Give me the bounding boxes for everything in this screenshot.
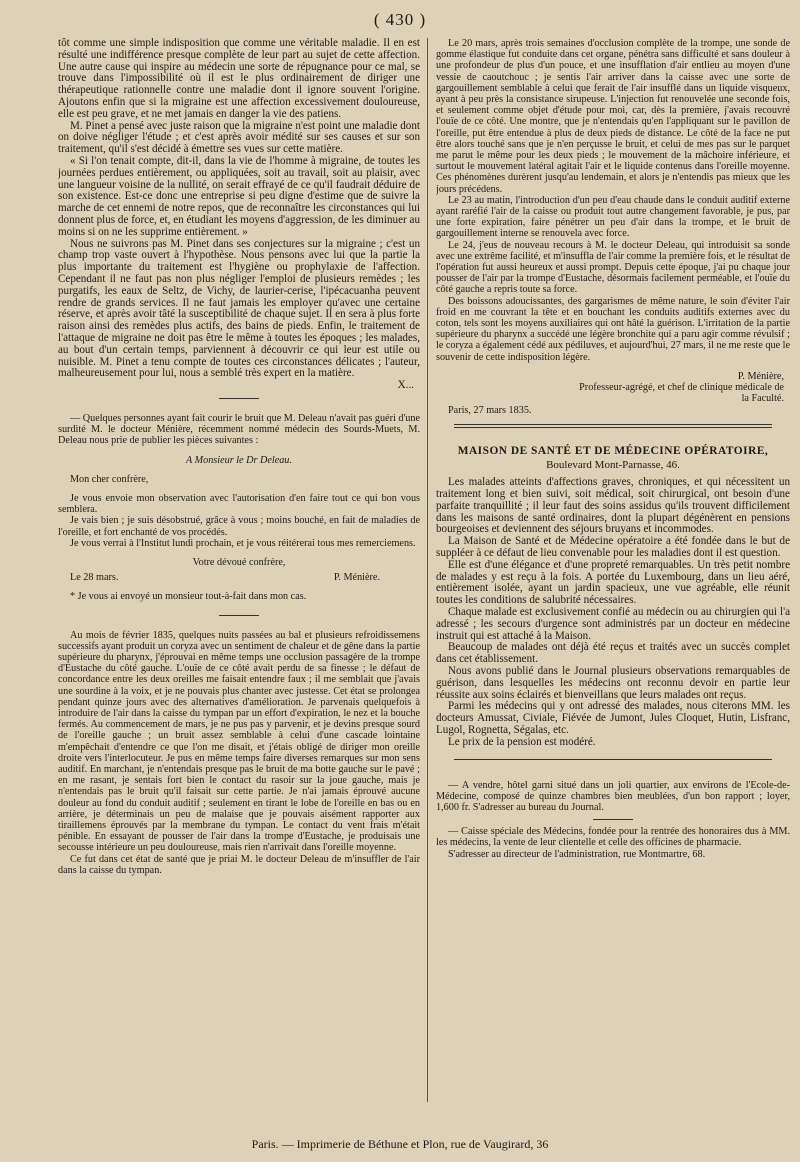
- advertisement: — Caisse spéciale des Médecins, fondée pour la rentrée des honoraires dus à MM. les médecins, la vente de leur clientelle et celle des officines de pharmacie.: [436, 826, 790, 849]
- separator: [454, 424, 773, 428]
- letter-signature: P. Ménière.: [333, 572, 380, 584]
- paragraph: La Maison de Santé et de Médecine opératoire a été fondée dans le but de suppléer à ce défaut de lieu convenable pour les maladies dont il est question.: [436, 535, 790, 560]
- paragraph: Le 23 au matin, l'introduction d'un peu d'eau chaude dans le conduit auditif externe ayant raréfié l'air de la caisse ou produit tout autre changement favorable, je pus, par une forte expiration, faire pénétrer un peu d'air dans la trompe, et le bruit de gargouillement interne se renouvela avec force.: [436, 194, 790, 240]
- paragraph: Je vous verrai à l'Institut lundi prochain, et je vous réitérerai tous mes remerciemens.: [70, 537, 416, 549]
- paragraph: M. Pinet a pensé avec juste raison que la migraine n'est point une maladie dont on doive négliger l'étude ; et c'est après avoir médité sur ses causes et sur son traitement, qu'il s'est décidé à émettre ses vues sur cette matière.: [58, 119, 420, 156]
- paragraph: tôt comme une simple indisposition que comme une véritable maladie. Il en est résulté une indifférence presque complète de leur part au sujet de cette affection. Une autre cause qui inspire au médecin une sorte de répugnance pour ce mal, se trouve dans l'impossibilité où il est le plus ordinairement de diriger une thérapeutique rationnelle contre une maladie dont il ignore souvent l'origine. Ajoutons enfin que si la migraine est une affection excessivement douloureuse, elle est peu grave, et ne met jamais en danger la vie des patiens.: [58, 38, 420, 120]
- letter-salutation: Mon cher confrère,: [70, 473, 149, 485]
- observation-date: Paris, 27 mars 1835.: [448, 404, 532, 416]
- signature: X...: [397, 379, 414, 392]
- paragraph: — Quelques personnes ayant fait courir le bruit que M. Deleau n'avait pas guéri d'une surdité M. le docteur Ménière, récemment nommé médecin des Sourds-Muets, M. Deleau nous prie de publier les pièces suivantes :: [58, 412, 420, 447]
- letter-date: Le 28 mars.: [70, 572, 119, 584]
- letter-closing: Votre dévoué confrère,: [192, 556, 286, 568]
- paragraph: Beaucoup de malades ont déjà été reçus et traités avec un succès complet dans cet établissement.: [436, 641, 790, 666]
- paragraph: Je vous envoie mon observation avec l'autorisation d'en faire tout ce qui bon vous semblera.: [58, 492, 420, 516]
- paragraph: Parmi les médecins qui y ont adressé des malades, nous citerons MM. les docteurs Amussat, Civiale, Fiévée de Jumont, Jules Cloquet, Hutin, Lisfranc, Lugol, Rognetta, Ségalas, etc.: [436, 700, 790, 737]
- paragraph: Nous ne suivrons pas M. Pinet dans ses conjectures sur la migraine ; c'est un champ trop vaste ouvert à l'hypothèse. Nous pensons avec lui que la partie la plus importante du traitement est l'hygiène ou prophylaxie de l'affection. Cependant il ne faut pas non plus négliger l'emploi de plusieurs remèdes ; les purgatifs, les eaux de Seltz, de Vichy, de laurier-cerise, l'ipécacuanha peuvent rendre de grands services. Il ne faut jamais les employer qu'avec une certaine réserve, et après avoir tâté la susceptibilité de chaque sujet. Il en sera à plus forte raison ainsi des remèdes plus actifs, des bains de pieds. Enfin, le traitement de l'attaque de migraine ne doit pas être le même à toutes les époques ; les malades, au bout d'un certain temps, parviennent à découvrir ce qui leur est utile ou nuisible. M. Pinet a tenu compte de toutes ces circonstances délicates ; l'auteur, malheureusement pour lui, nous a semblé très expert en la matière.: [58, 237, 420, 380]
- advertisement-contact: S'adresser au directeur de l'administration, rue Montmartre, 68.: [448, 848, 706, 860]
- letter-address: A Monsieur le Dr Deleau.: [186, 454, 292, 466]
- advertisements: [436, 780, 790, 860]
- separator: [593, 819, 633, 820]
- paragraph: Au mois de février 1835, quelques nuits passées au bal et plusieurs refroidissemens successifs ayant produit un coryza avec un sentiment de chaleur et de gêne dans la partie supérieure du pharynx, j'éprouvai en même temps une occlusion passagère de la trompe d'Eustache du côté gauche. L'ouïe de ce côté avait perdu de sa finesse ; le défaut de concordance entre les deux oreilles me faisait entendre faux ; il me semblait que j'avais une sourdine à la voix, et je ne pouvais plus chanter avec justesse. Cet état se prolongea pendant quinze jours avec des alternatives d'amélioration. Je parvenais quelquefois à introduire de l'air dans la caisse du tympan par un effort d'expiration, le nez et la bouche fermés. Au commencement de mars, je ne pus pas y parvenir, et je devins presque sourd de l'oreille gauche ; un bruit assez semblable à celui d'une cascade lointaine m'empêchait d'entendre ce que l'on me disait, et j'étais obligé de diriger mon oreille droite vers l'interlocuteur. Je pus en même temps faire diverses remarques sur mon sens auditif. En marchant, je n'entendais presque pas le bruit de ma botte gauche sur le pavé ; en me rasant, je sentais fort bien le contact du rasoir sur la joue gauche, mais je n'entendais pas le bruit qu'il faisait sur cette partie. Je n'ai jamais éprouvé aucune douleur au fond du conduit auditif ; seulement en tirant le lobe de l'oreille en bas ou en arrière, je déterminais un peu de malaise que je pouvais aisément rapporter aux tiraillemens éprouvés par la membrane du tympan. Le contact du vent frais m'était pénible. En essayant de pousser de l'air dans la trompe d'Eustache, je produisais une secousse intérieure un peu douloureuse, mais rien n'arrivait dans l'oreille moyenne.: [58, 629, 420, 854]
- paragraph: Le 24, j'eus de nouveau recours à M. le docteur Deleau, qui introduisit sa sonde avec une extrême facilité, et m'insuffla de l'air comme la première fois, et le résultat de l'opération fut aussi heureux et aussi prompt. Depuis cette époque, j'ai pu chaque jour pousser de l'air par la trompe d'Eustache, désormais facilement perméable, et l'ouïe du côté gauche a repris toute sa force.: [436, 239, 790, 296]
- paragraph: Des boissons adoucissantes, des gargarismes de même nature, le soin d'éviter l'air froid en me couvrant la tête et en bouchant les conduits auditifs externes avec du coton, tels sont les moyens auxiliaires qui ont hâté la guérison. L'irritation de la partie supérieure du pharynx a succédé une légère bronchite qui a paru agir comme révulsif ; le coryza a également cédé aux pédiluves, et aujourd'hui, 27 mars, il ne me reste que le souvenir de cette indisposition légère.: [436, 295, 790, 363]
- paragraph: « Si l'on tenait compte, dit-il, dans la vie de l'homme à migraine, de toutes les journées perdues entièrement, ou appliquées, soit au travail, soit au plaisir, avec une langueur voisine de la nullité, on serait effrayé de ce qu'il faudrait déduire de son existence. Est-ce donc une entreprise si peu digne d'estime que de suivre la marche de cet ennemi de notre repos, que de reconnaître les circonstances qui lui donnent plus de force, et, en étudiant les moyens d'aggression, de les diminuer au moins si on ne les supprime entièrement. »: [58, 154, 420, 238]
- deleau-letter: [58, 413, 420, 603]
- left-column: [58, 38, 420, 1126]
- paragraph: Je vais bien ; je suis désobstrué, grâce à vous ; moins bouché, en fait de maladies de l'oreille, et fort enchanté de vos procédés.: [58, 515, 420, 538]
- advertisement: — A vendre, hôtel garni situé dans un joli quartier, aux environs de l'Ecole-de-Médecine, composé de quinze chambres bien meublées, d'un bon rapport ; loyer, 1,600 fr. S'adresser au bureau du Journal.: [436, 779, 790, 814]
- paragraph: Ce fut dans cet état de santé que je priai M. le docteur Deleau de m'insuffler de l'air dans la caisse du tympan.: [58, 853, 420, 876]
- paragraph: Chaque malade est exclusivement confié au médecin ou au chirurgien qui l'a adressé ; les secours d'urgence sont administrés par un docteur en médecine instruit qui est attaché à la Maison.: [436, 606, 790, 642]
- separator: [219, 398, 259, 399]
- notice-title: MAISON DE SANTÉ ET DE MÉDECINE OPÉRATOIRE,: [457, 444, 769, 457]
- page-number: ( 430 ): [373, 10, 427, 29]
- column-divider: [427, 38, 428, 1102]
- paragraph: Nous avons publié dans le Journal plusieurs observations remarquables de guérison, dans lesquelles les médecins ont reconnu devoir en partie leur réussite aux soins éclairés et bienveillans que leurs malades ont reçus.: [436, 665, 790, 701]
- right-column: [436, 38, 790, 1126]
- notice-address: Boulevard Mont-Parnasse, 46.: [546, 458, 680, 471]
- separator: [219, 615, 259, 616]
- migraine-review: [58, 38, 420, 392]
- paragraph: Elle est d'une élégance et d'une propreté remarquables. Un très petit nombre de malades y est reçu à la fois. A portée du Luxembourg, dans un lieu aéré, entièrement isolée, ayant un jardin spacieux, une vue agréable, elle réunit toutes les conditions de salubrité nécessaires.: [436, 558, 790, 607]
- separator: [454, 759, 773, 760]
- maison-de-sante-notice: [436, 446, 790, 749]
- paragraph: Le 20 mars, après trois semaines d'occlusion complète de la trompe, une sonde de gomme élastique fut conduite dans cet organe, pénétra sans difficulté et sans douleur à une profondeur de plus d'un pouce, et une insufflation d'air entlieu au moyen d'une vessie de caoutchouc ; je sentis l'air arriver dans la caisse avec une sorte de gargouillement semblable à celui que ferait de l'air insufflé dans un liquide visqueux, ayant à peu près la consistance sirupeuse. L'injection fut renouvelée une seconde fois, et seulement comme objet d'étude pour moi, car, dès la première, j'avais recouvré l'ouïe de ce côté. Une montre, que je n'entendais qu'en l'appliquant sur le pavillon de l'oreille, put être entendue à plus de deux pieds de distance. Le côté de la face ne put être alors touché sans que je n'en perçusse le bruit, et celui de mes pas sur le parquet me parut le même pour les deux pieds ; le mouvement de la mâchoire inférieure, et surtout le mouvement latéral agitait l'air et le liquide contenus dans l'oreille moyenne. Ces phénomènes durèrent jusqu'au lendemain, et alors je n'entendis pas mieux que les jours précédens.: [436, 38, 790, 195]
- signature-title: Professeur-agrégé, et chef de clinique médicale de la Faculté.: [579, 382, 784, 405]
- paragraph: Les malades atteints d'affections graves, chroniques, et qui nécessitent un traitement long et bien suivi, soit médical, soit chirurgical, ont besoin d'une parfaite tranquillité ; il leur faut des soins assidus qu'ils trouvent difficilement dans les maisons de santé ordinaires, dont la plupart dégénèrent en pensions bourgeoises et deviennent des séjours bruyans et incommodes.: [436, 476, 790, 536]
- printer-imprint: Paris. — Imprimerie de Béthune et Plon, rue de Vaugirard, 36: [251, 1137, 549, 1151]
- observation-part2: [436, 38, 790, 416]
- signature-name: P. Ménière,: [737, 370, 784, 382]
- paragraph: Le prix de la pension est modéré.: [448, 735, 596, 748]
- letter-postscript: * Je vous ai envoyé un monsieur tout-à-fait dans mon cas.: [70, 591, 307, 603]
- observation-part1: [58, 630, 420, 876]
